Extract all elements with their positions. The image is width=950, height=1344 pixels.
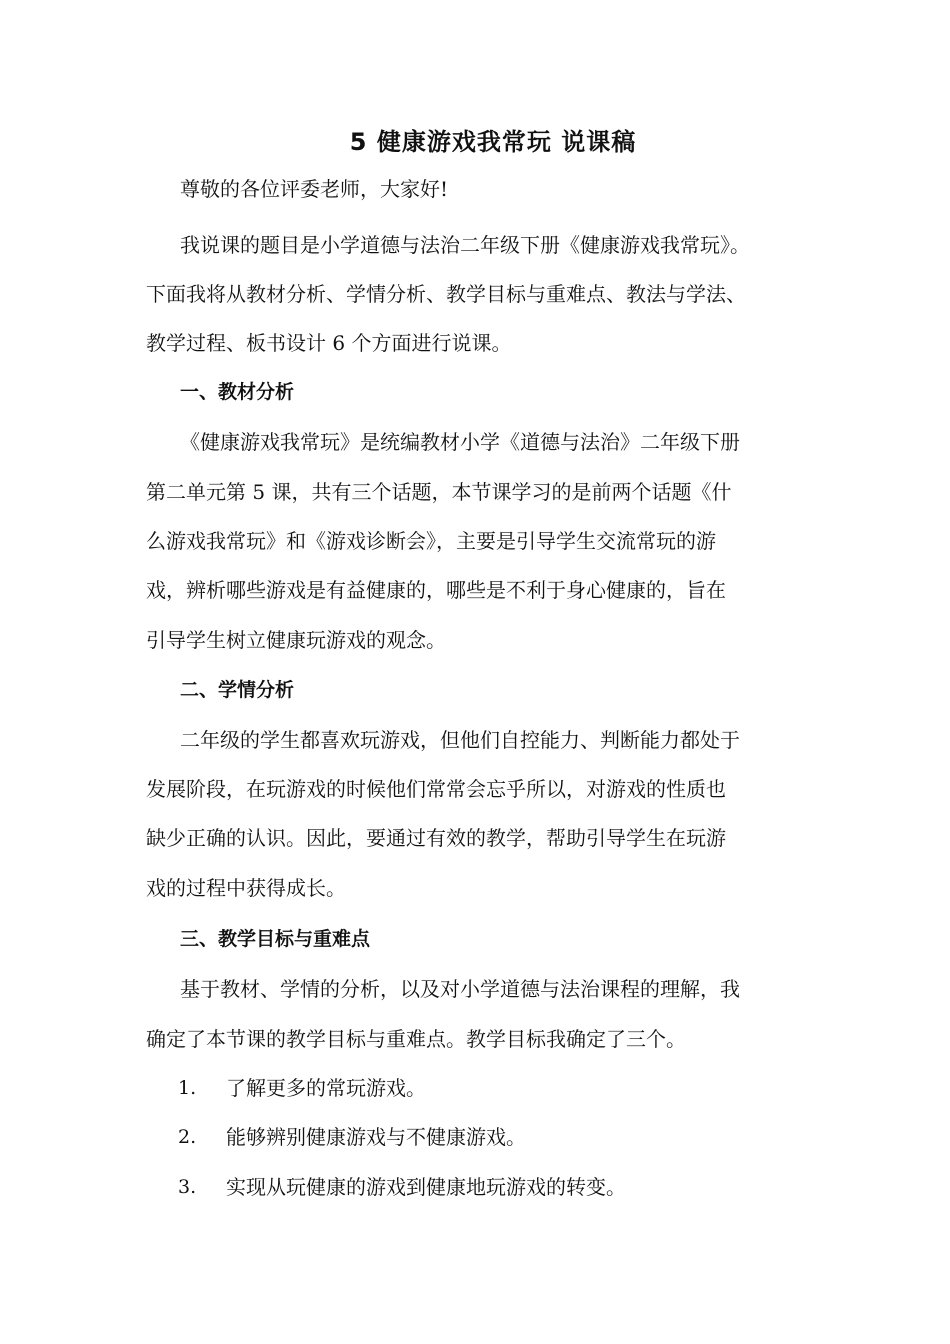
intro-line-1: 我说课的题目是小学道德与法治二年级下册《健康游戏我常玩》。: [180, 233, 750, 257]
section1-line-3: 么游戏我常玩》和《游戏诊断会》，主要是引导学生交流常玩的游: [146, 529, 716, 553]
goal-text-2: 能够辨别健康游戏与不健康游戏。: [226, 1125, 526, 1149]
section1-line-5: 引导学生树立健康玩游戏的观念。: [146, 628, 446, 652]
section3-line-1: 基于教材、学情的分析，以及对小学道德与法治课程的理解，我: [180, 977, 740, 1001]
greeting-line: 尊敬的各位评委老师，大家好!: [180, 177, 449, 201]
section1-line-2: 第二单元第 5 课，共有三个话题，本节课学习的是前两个话题《什: [146, 480, 732, 504]
intro-line-3: 教学过程、板书设计 6 个方面进行说课。: [146, 331, 512, 355]
goal-number-3: 3.: [178, 1176, 197, 1198]
section2-line-3: 缺少正确的认识。因此，要通过有效的教学，帮助引导学生在玩游: [146, 826, 726, 850]
goal-text-3: 实现从玩健康的游戏到健康地玩游戏的转变。: [226, 1175, 626, 1199]
document-title: 5 健康游戏我常玩 说课稿: [349, 128, 637, 156]
section3-line-2: 确定了本节课的教学目标与重难点。教学目标我确定了三个。: [146, 1027, 686, 1051]
goal-text-1: 了解更多的常玩游戏。: [226, 1076, 426, 1100]
section2-heading: 二、学情分析: [180, 679, 295, 701]
section1-heading: 一、教材分析: [180, 381, 295, 403]
section1-line-1: 《健康游戏我常玩》是统编教材小学《道德与法治》二年级下册: [180, 430, 740, 454]
goal-number-1: 1.: [178, 1077, 197, 1099]
section2-line-2: 发展阶段，在玩游戏的时候他们常常会忘乎所以，对游戏的性质也: [146, 777, 726, 801]
section2-line-1: 二年级的学生都喜欢玩游戏，但他们自控能力、判断能力都处于: [180, 728, 740, 752]
goal-number-2: 2.: [178, 1126, 197, 1148]
intro-line-2: 下面我将从教材分析、学情分析、教学目标与重难点、教法与学法、: [146, 282, 746, 306]
section1-line-4: 戏，辨析哪些游戏是有益健康的，哪些是不利于身心健康的，旨在: [146, 578, 726, 602]
section2-line-4: 戏的过程中获得成长。: [146, 876, 346, 900]
section3-heading: 三、教学目标与重难点: [180, 928, 371, 950]
